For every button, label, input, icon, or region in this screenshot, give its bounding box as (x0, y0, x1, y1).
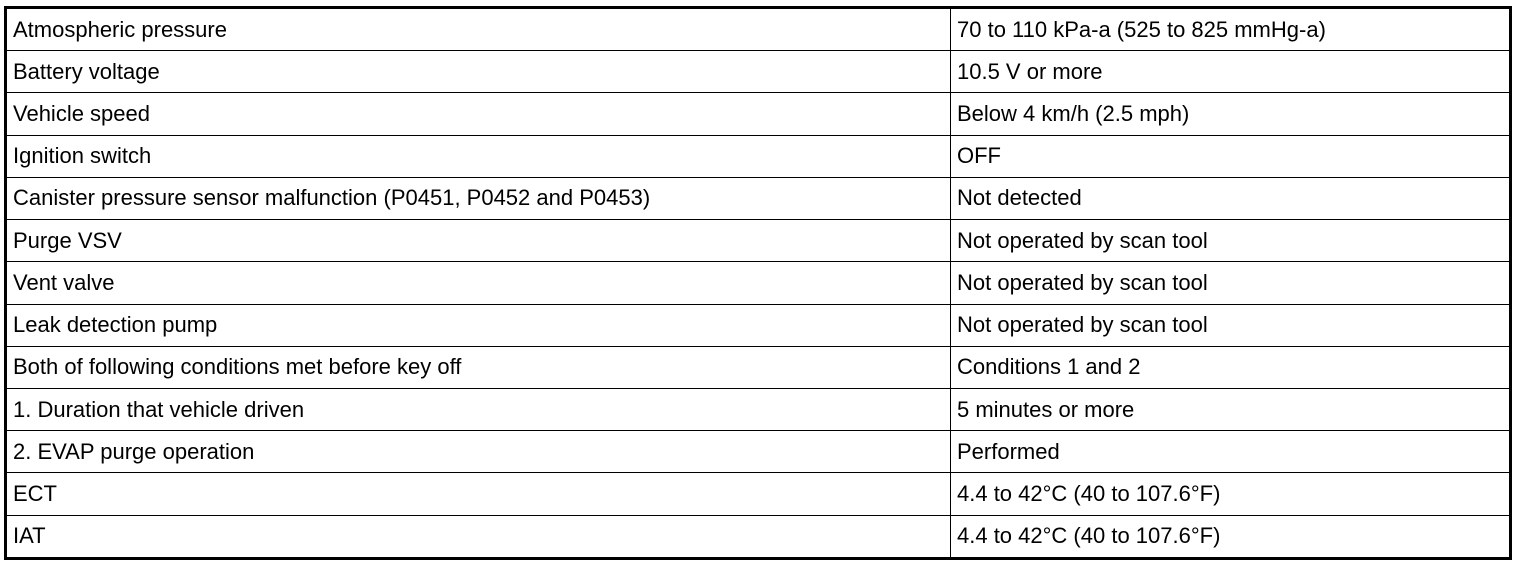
condition-value-cell: OFF (951, 135, 1510, 177)
table-row (7, 515, 1509, 557)
table-row (7, 304, 1509, 346)
condition-value-cell: Not operated by scan tool (951, 220, 1510, 262)
condition-value-cell: Performed (951, 431, 1510, 473)
table-row (7, 473, 1509, 515)
table-row (7, 51, 1509, 93)
table-row (7, 388, 1509, 430)
condition-value-cell: Not operated by scan tool (951, 304, 1510, 346)
condition-value-cell: 10.5 V or more (951, 51, 1510, 93)
table-row (7, 346, 1509, 388)
table-row (7, 135, 1509, 177)
table-row (7, 93, 1509, 135)
condition-value-cell: Not operated by scan tool (951, 262, 1510, 304)
table-row (7, 177, 1509, 219)
condition-item-cell: Purge VSV (7, 220, 951, 262)
condition-item-cell: IAT (7, 515, 951, 557)
condition-item-cell: Ignition switch (7, 135, 951, 177)
condition-item-cell: 2. EVAP purge operation (7, 431, 951, 473)
condition-value-cell: 70 to 110 kPa-a (525 to 825 mmHg-a) (951, 9, 1510, 51)
condition-item-cell: Vehicle speed (7, 93, 951, 135)
table-row (7, 9, 1509, 51)
condition-item-cell: ECT (7, 473, 951, 515)
condition-item-cell: Atmospheric pressure (7, 9, 951, 51)
condition-value-cell: Conditions 1 and 2 (951, 346, 1510, 388)
condition-item-cell: Both of following conditions met before key off (7, 346, 951, 388)
table-row (7, 220, 1509, 262)
condition-value-cell: 4.4 to 42°C (40 to 107.6°F) (951, 515, 1510, 557)
condition-value-cell: Below 4 km/h (2.5 mph) (951, 93, 1510, 135)
condition-item-cell: 1. Duration that vehicle driven (7, 388, 951, 430)
condition-item-cell: Canister pressure sensor malfunction (P0451, P0452 and P0453) (7, 177, 951, 219)
table-row (7, 431, 1509, 473)
condition-value-cell: Not detected (951, 177, 1510, 219)
conditions-table (7, 9, 1509, 557)
condition-item-cell: Leak detection pump (7, 304, 951, 346)
table-row (7, 262, 1509, 304)
condition-value-cell: 5 minutes or more (951, 388, 1510, 430)
condition-item-cell: Battery voltage (7, 51, 951, 93)
conditions-table-frame (4, 6, 1512, 560)
condition-value-cell: 4.4 to 42°C (40 to 107.6°F) (951, 473, 1510, 515)
condition-item-cell: Vent valve (7, 262, 951, 304)
